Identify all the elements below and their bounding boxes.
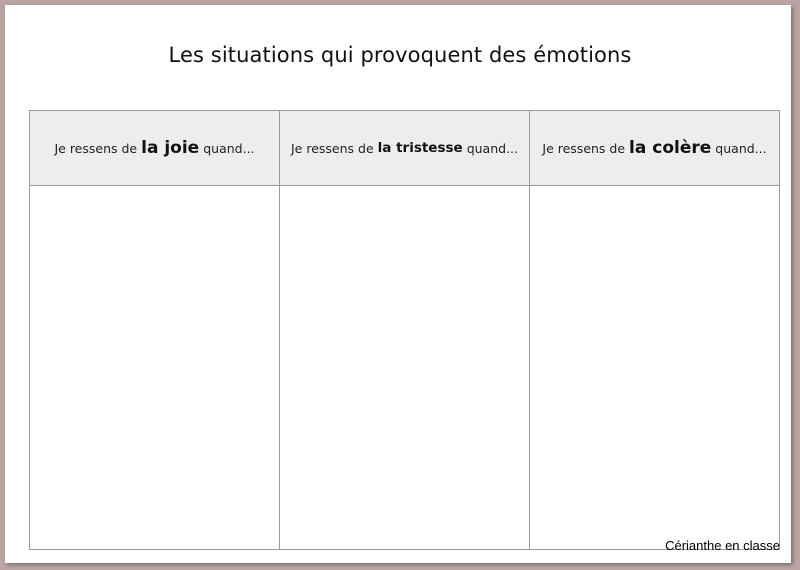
header-suffix: quand... (203, 140, 255, 156)
worksheet-page (5, 5, 791, 563)
answer-area-sadness[interactable] (280, 186, 529, 549)
column-header-sadness (280, 111, 529, 186)
column-sadness (280, 111, 530, 549)
header-emotion-joy: la joie (141, 138, 200, 158)
header-prefix: Je ressens de (290, 140, 374, 156)
header-emotion-anger: la colère (629, 138, 712, 158)
watermark-credit: Cérianthe en classe (665, 538, 780, 553)
header-prefix: Je ressens de (542, 140, 626, 156)
header-suffix: quand... (466, 140, 518, 156)
column-header-joy (30, 111, 279, 186)
column-header-anger (530, 111, 779, 186)
answer-area-anger[interactable] (530, 186, 779, 549)
column-joy (30, 111, 280, 549)
header-suffix: quand... (715, 140, 767, 156)
header-emotion-sadness: la tristesse (377, 140, 463, 156)
answer-area-joy[interactable] (30, 186, 279, 549)
header-prefix: Je ressens de (54, 140, 138, 156)
emotions-table (29, 110, 780, 550)
page-title: Les situations qui provoquent des émotions (168, 43, 632, 67)
column-anger (530, 111, 779, 549)
